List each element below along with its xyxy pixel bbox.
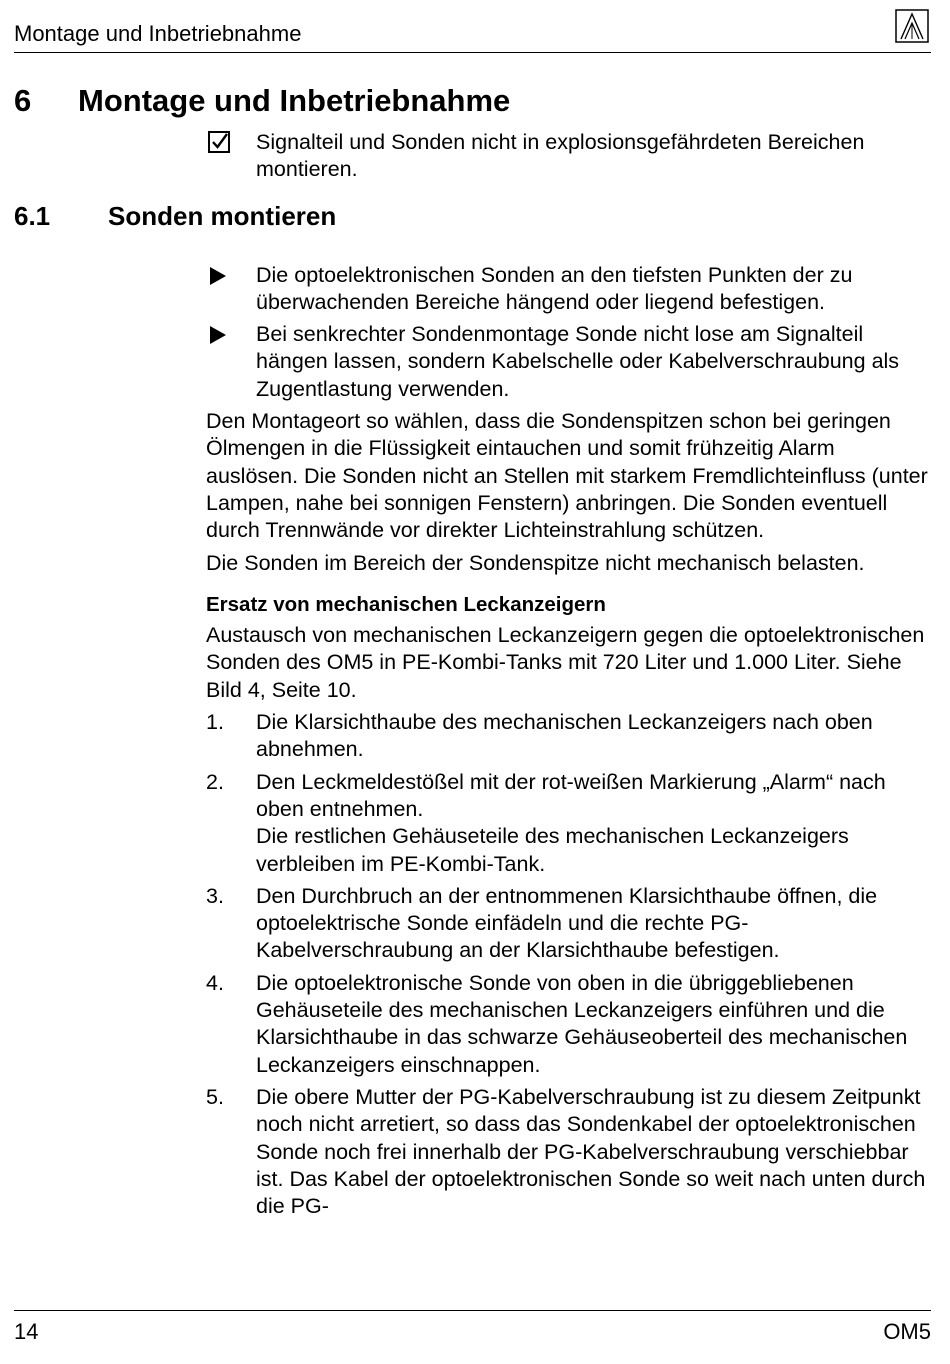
precondition-item xyxy=(206,129,931,184)
main-content xyxy=(206,129,931,1220)
step-number: 5. xyxy=(206,1084,224,1109)
triangle-bullet-icon xyxy=(210,267,226,285)
chapter-title: Montage und Inbetriebnahme xyxy=(78,83,511,118)
body-paragraph: Die Sonden im Bereich der Sondenspitze nicht mechanisch belasten. xyxy=(206,550,865,575)
document-id: OM5 xyxy=(883,1319,931,1344)
section-number: 6.1 xyxy=(14,201,51,231)
subsection-heading: Ersatz von mechanischen Leckanzeigern xyxy=(206,592,606,616)
step-text: Die optoelektronische Sonde von oben in die übriggebliebenen Gehäuseteile des mechanischen Leckanzeigers einführen und die Klarsichthaube in das schwarze Gehäuseoberteil des mechanischen Leckanzeigers einschnappen. xyxy=(256,970,908,1077)
subsection-intro: Austausch von mechanischen Leckanzeigern gegen die optoelektronischen Sonden des OM5 in PE-Kombi-Tanks mit 720 Liter und 1.000 Liter. Siehe Bild 4, Seite 10. xyxy=(206,623,925,702)
step-number: 3. xyxy=(206,883,224,908)
step-item xyxy=(206,769,931,878)
step-number: 4. xyxy=(206,970,224,995)
step-item xyxy=(206,883,931,965)
section-title: Sonden montieren xyxy=(108,201,337,231)
step-item xyxy=(206,1084,931,1220)
bullet-item xyxy=(206,262,931,317)
section-spacer xyxy=(206,184,931,262)
step-number: 2. xyxy=(206,769,224,794)
bullet-text: Die optoelektronischen Sonden an den tiefsten Punkten der zu überwachenden Bereiche hängend oder liegend befestigen. xyxy=(256,262,853,314)
running-footer xyxy=(14,1310,931,1361)
checkbox-checked-icon xyxy=(208,131,230,153)
step-number: 1. xyxy=(206,710,224,735)
bullet-text: Bei senkrechter Sondenmontage Sonde nicht lose am Signalteil hängen lassen, sondern Kabelschelle oder Kabelverschraubung als Zugentlastung verwenden. xyxy=(256,322,900,401)
step-text: Die Klarsichthaube des mechanischen Leckanzeigers nach oben abnehmen. xyxy=(256,710,873,762)
step-item xyxy=(206,970,931,1079)
step-text: Den Durchbruch an der entnommenen Klarsichthaube öffnen, die optoelektrische Sonde einfädeln und die rechte PG-Kabelverschraubung an der Klarsichthaube befestigen. xyxy=(256,883,878,963)
step-item xyxy=(206,709,931,764)
triangle-bullet-icon xyxy=(210,326,226,344)
running-header xyxy=(14,0,931,53)
step-text: Den Leckmeldestößel mit der rot-weißen Markierung „Alarm“ nach oben entnehmen. xyxy=(256,769,886,821)
header-title: Montage und Inbetriebnahme xyxy=(14,21,302,46)
chapter-number: 6 xyxy=(14,83,32,118)
page-number: 14 xyxy=(14,1319,39,1344)
precondition-text: Signalteil und Sonden nicht in explosionsgefährdeten Bereichen montieren. xyxy=(256,130,865,182)
company-logo-icon xyxy=(895,9,929,43)
bullet-item xyxy=(206,321,931,403)
step-text: Die obere Mutter der PG-Kabelverschraubung ist zu diesem Zeitpunkt noch nicht arretiert, so dass das Sondenkabel der optoelektronischen Sonde noch frei innerhalb der PG-Kabelverschraubung verschiebbar ist. Das Kabel der optoelektronischen Sonde so weit nach unten durch die PG- xyxy=(256,1084,926,1219)
step-note: Die restlichen Gehäuseteile des mechanischen Leckanzeigers verbleiben im PE-Kombi-Tank. xyxy=(256,824,849,876)
body-paragraph: Den Montageort so wählen, dass die Sondenspitzen schon bei geringen Ölmengen in die Flüssigkeit eintauchen und somit frühzeitig Alarm auslösen. Die Sonden nicht an Stellen mit starkem Fremdlichteinfluss (unter Lampen, nahe bei sonnigen Fenstern) anbringen. Die Sonden eventuell durch Trennwände vor direkter Lichteinstrahlung schützen. xyxy=(206,409,928,543)
